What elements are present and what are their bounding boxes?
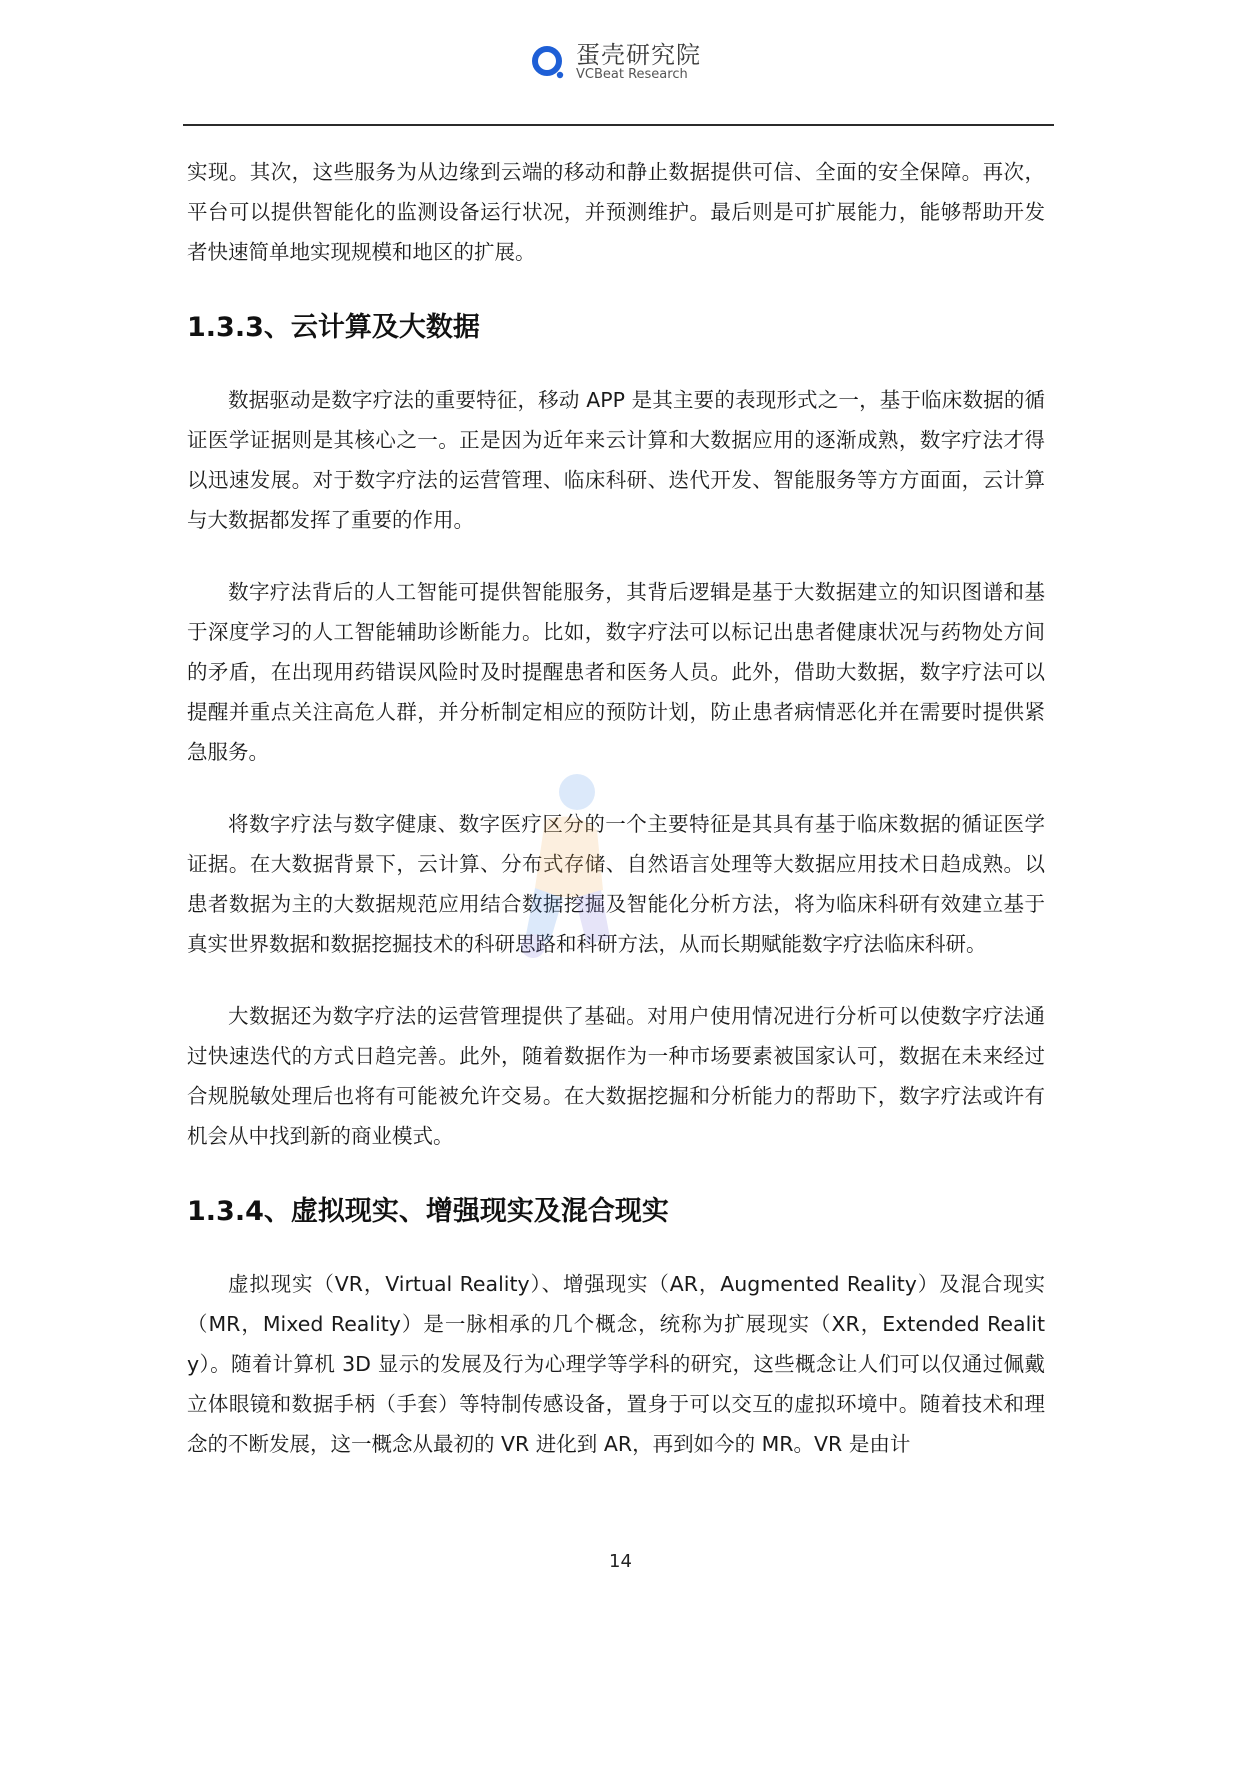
logo-title-en: VCBeat Research <box>576 67 688 82</box>
page-number: 14 <box>609 1551 632 1572</box>
page-body <box>187 152 1045 1464</box>
section-heading-1-3-4: 1.3.4、虚拟现实、增强现实及混合现实 <box>187 1196 669 1227</box>
paragraph-xr: 虚拟现实（VR，Virtual Reality）、增强现实（AR，Augmented Reality）及混合现实（MR，Mixed Reality）是一脉相承的几个概念，统称为扩展现实（XR，Extended Reality）。随着计算机 3D 显示的发展及行为心理学等学科的研究，这些概念让人们可以仅通过佩戴立体眼镜和数据手柄（手套）等特制传感设备，置身于可以交互的虚拟环境中。随着技术和理念的不断发展，这一概念从最初的 VR 进化到 AR，再到如今的 MR。VR 是由计 <box>187 1272 1045 1456</box>
section-heading-1-3-3: 1.3.3、云计算及大数据 <box>187 312 480 343</box>
paragraph-clinical-evidence: 将数字疗法与数字健康、数字医疗区分的一个主要特征是其具有基于临床数据的循证医学证据。在大数据背景下，云计算、分布式存储、自然语言处理等大数据应用技术日趋成熟。以患者数据为主的大数据规范应用结合数据挖掘及智能化分析方法，将为临床科研有效建立基于真实世界数据和数据挖掘技术的科研思路和科研方法，从而长期赋能数字疗法临床科研。 <box>187 812 1045 956</box>
header-divider <box>183 124 1054 126</box>
paragraph-continuation: 实现。其次，这些服务为从边缘到云端的移动和静止数据提供可信、全面的安全保障。再次，平台可以提供智能化的监测设备运行状况，并预测维护。最后则是可扩展能力，能够帮助开发者快速简单地实现规模和地区的扩展。 <box>187 160 1045 264</box>
logo-title-cn: 蛋壳研究院 <box>576 41 701 69</box>
paragraph-ai-services: 数字疗法背后的人工智能可提供智能服务，其背后逻辑是基于大数据建立的知识图谱和基于深度学习的人工智能辅助诊断能力。比如，数字疗法可以标记出患者健康状况与药物处方间的矛盾，在出现用药错误风险时及时提醒患者和医务人员。此外，借助大数据，数字疗法可以提醒并重点关注高危人群，并分析制定相应的预防计划，防止患者病情恶化并在需要时提供紧急服务。 <box>187 580 1045 764</box>
header-logo <box>530 40 701 84</box>
logo-icon <box>530 44 566 80</box>
paragraph-data-driven: 数据驱动是数字疗法的重要特征，移动 APP 是其主要的表现形式之一，基于临床数据的循证医学证据则是其核心之一。正是因为近年来云计算和大数据应用的逐渐成熟，数字疗法才得以迅速发展。对于数字疗法的运营管理、临床科研、迭代开发、智能服务等方方面面，云计算与大数据都发挥了重要的作用。 <box>187 388 1045 532</box>
paragraph-operations: 大数据还为数字疗法的运营管理提供了基础。对用户使用情况进行分析可以使数字疗法通过快速迭代的方式日趋完善。此外，随着数据作为一种市场要素被国家认可，数据在未来经过合规脱敏处理后也将有可能被允许交易。在大数据挖掘和分析能力的帮助下，数字疗法或许有机会从中找到新的商业模式。 <box>187 1004 1045 1148</box>
